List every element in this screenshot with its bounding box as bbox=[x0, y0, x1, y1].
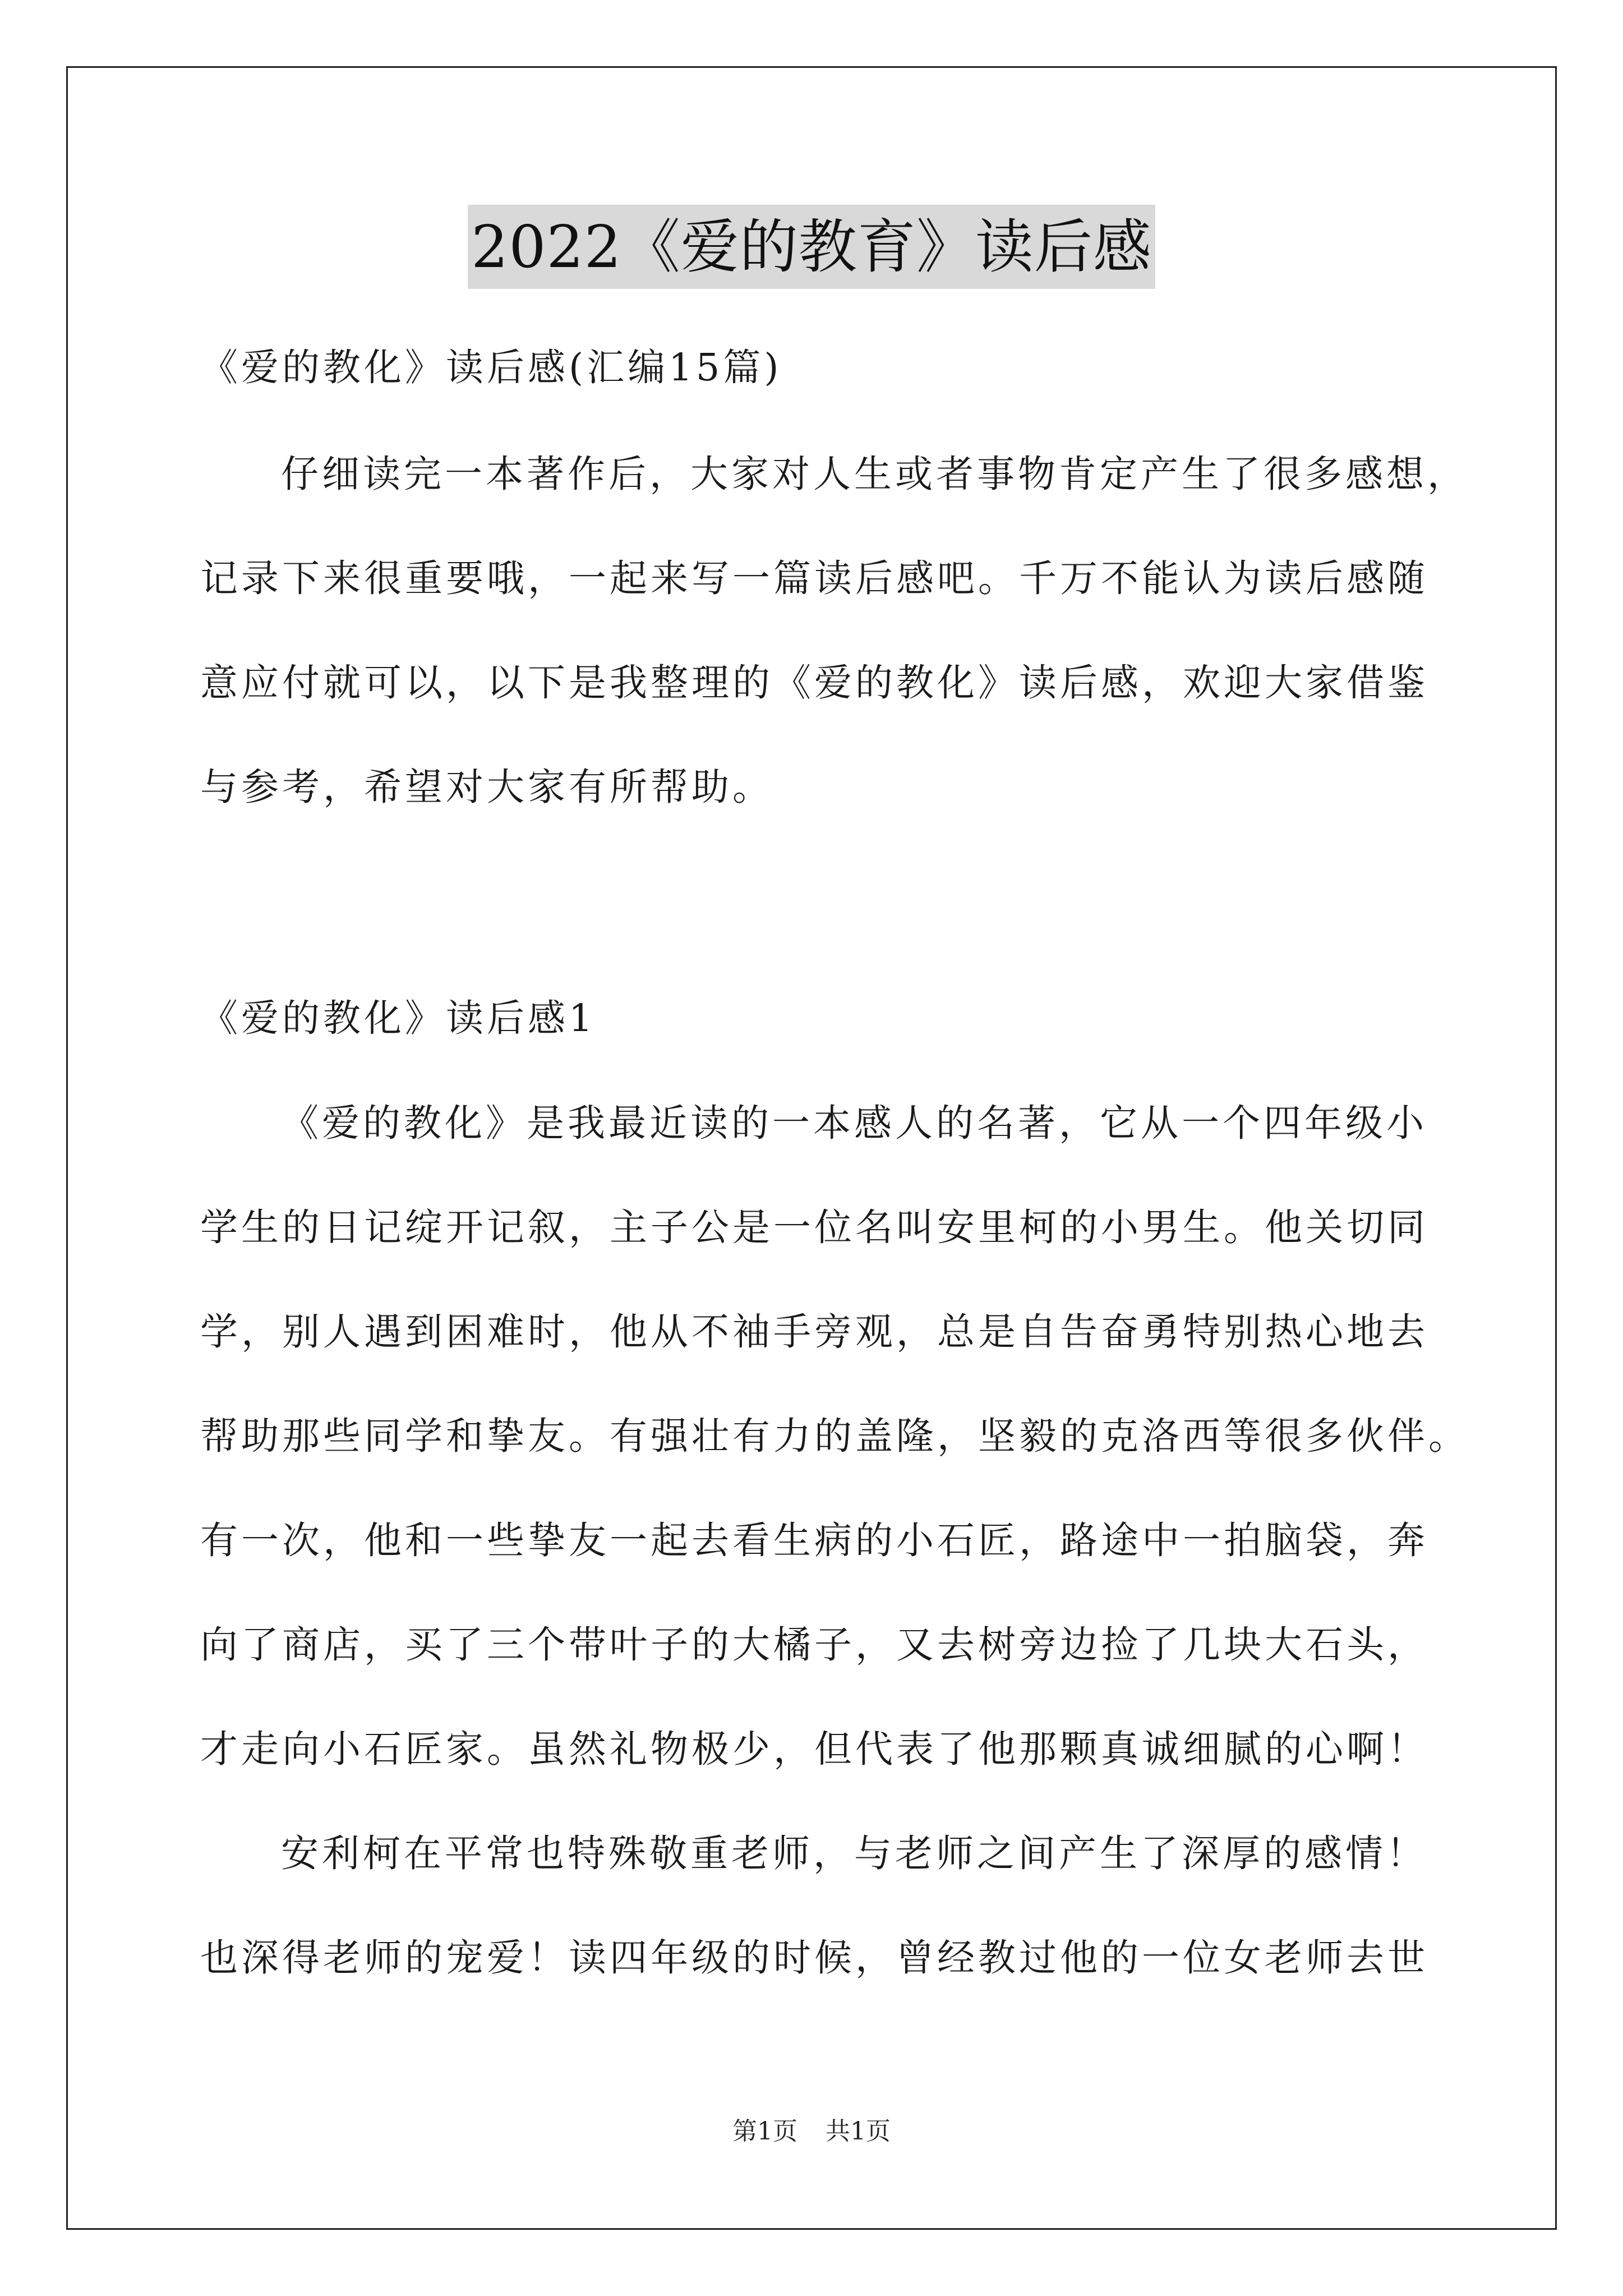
intro-line: 与参考，希望对大家有所帮助。 bbox=[200, 765, 773, 809]
intro-line: 记录下来很重要哦，一起来写一篇读后感吧。千万不能认为读后感随 bbox=[200, 556, 1428, 600]
paragraph-line: 帮助那些同学和挚友。有强壮有力的盖隆，坚毅的克洛西等很多伙伴。 bbox=[200, 1414, 1469, 1458]
paragraph-line: 学，别人遇到困难时，他从不袖手旁观，总是自告奋勇特别热心地去 bbox=[200, 1310, 1428, 1354]
document-subtitle: 《爱的教化》读后感(汇编15篇) bbox=[200, 346, 782, 389]
paragraph-line: 才走向小石匠家。虽然礼物极少，但代表了他那颗真诚细腻的心啊！ bbox=[200, 1727, 1428, 1771]
paragraph-line: 《爱的教化》是我最近读的一本感人的名著，它从一个四年级小 bbox=[281, 1101, 1427, 1145]
paragraph-line: 向了商店，买了三个带叶子的大橘子，又去树旁边捡了几块大石头， bbox=[200, 1623, 1428, 1667]
title-container bbox=[0, 205, 1623, 289]
page-number-total: 共1页 bbox=[826, 2117, 891, 2146]
paragraph-line: 学生的日记绽开记叙，主子公是一位名叫安里柯的小男生。他关切同 bbox=[200, 1205, 1428, 1249]
section-heading: 《爱的教化》读后感1 bbox=[200, 996, 596, 1040]
document-title: 2022《爱的教育》读后感 bbox=[468, 205, 1155, 289]
intro-line: 意应付就可以，以下是我整理的《爱的教化》读后感，欢迎大家借鉴 bbox=[200, 661, 1428, 705]
paragraph-line: 安利柯在平常也特殊敬重老师，与老师之间产生了深厚的感情！ bbox=[281, 1832, 1427, 1875]
page-footer bbox=[0, 2115, 1623, 2148]
intro-line: 仔细读完一本著作后，大家对人生或者事物肯定产生了很多感想， bbox=[281, 452, 1468, 496]
page-number-current: 第1页 bbox=[732, 2117, 797, 2146]
paragraph-line: 也深得老师的宠爱！读四年级的时候，曾经教过他的一位女老师去世 bbox=[200, 1936, 1428, 1980]
paragraph-line: 有一次，他和一些挚友一起去看生病的小石匠，路途中一拍脑袋，奔 bbox=[200, 1519, 1428, 1562]
